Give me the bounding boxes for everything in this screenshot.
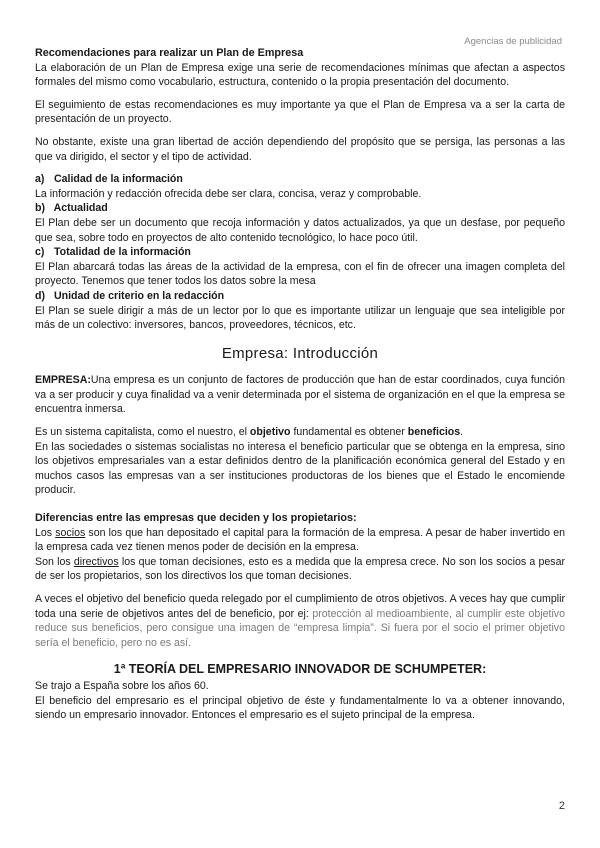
socios-paragraph: Los socios son los que han depositado el capital para la formación de la empresa. A pesar de haber invertido en la empresa cada vez tienen menos poder de decisión en la empresa. [35,526,565,554]
empresa-title: Empresa: Introducción [221,344,379,362]
page-number: 2 [558,800,565,812]
item-a-text: La información y redacción ofrecida debe ser clara, concisa, veraz y comprobable. [35,187,422,200]
page-content [35,46,565,723]
plan-paragraph-1: La elaboración de un Plan de Empresa exige una serie de recomendaciones mínimas que afectan a aspectos formales del mismo como vocabulario, estructura, contenido o la propia presentación del documento. [35,61,565,89]
item-b-heading: b) Actualidad [35,202,108,215]
item-b-text: El Plan debe ser un documento que recoja información y datos actualizados, ya que un desfase, por pequeño que sea, sobre todo en proyectos de alto contenido tecnológico, lo hace poco útil. [35,216,565,244]
running-header: Agencias de publicidad [464,36,562,47]
directivos-paragraph: Son los directivos los que toman decisiones, esto es a medida que la empresa crece. No son los socios a pesar de ser los propietarios, son los directivos los que toman decisiones. [35,555,565,583]
objetivos-paragraph: A veces el objetivo del beneficio queda relegado por el cumplimiento de otros objetivos. A veces hay que cumplir toda una serie de objetivos antes del de beneficio, por ej: protección al medioambiente, al cumplir este objetivo reduce sus beneficios, pero consigue una imagen de “empresa limpia”. Si fuera por el socio el primer objetivo sería el beneficio, pero no es así. [35,593,565,649]
socialist-paragraph: En las sociedades o sistemas socialistas no interesa el beneficio particular que se obtenga en la empresa, sino los objetivos empresariales van a estar definidos dentro de la planificación económica general del Estado y en muchos casos las empresas van a ser instituciones productoras de los bienes que el Estado le encomiende producir. [35,440,565,497]
item-d-text: El Plan se suele dirigir a más de un lector por lo que es importante utilizar un lenguaje que sea inteligible por más de un colectivo: inversores, bancos, proveedores, técnicos, etc. [35,304,565,332]
schumpeter-line-1: Se trajo a España sobre los años 60. [35,679,209,692]
item-d-heading: d) Unidad de criterio en la redacción [35,289,225,302]
plan-paragraph-2: El seguimiento de estas recomendaciones es muy importante ya que el Plan de Empresa va a ser la carta de presentación de un proyecto. [35,98,565,126]
capitalist-paragraph: Es un sistema capitalista, como el nuestro, el objetivo fundamental es obtener beneficios. [35,426,464,439]
plan-heading: Recomendaciones para realizar un Plan de Empresa [35,47,304,59]
item-c-heading: c) Totalidad de la información [35,246,191,259]
empresa-definition: EMPRESA:Una empresa es un conjunto de factores de producción que han de estar coordinados, cuya función va a ser producir y cuya finalidad va a venir determinada por el sistema de organización en el que la empresa se encuentra inmersa. [35,374,565,416]
plan-paragraph-3: No obstante, existe una gran libertad de acción dependiendo del propósito que se persiga, las personas a las que va dirigido, el sector y el tipo de actividad. [35,135,565,163]
item-c-text: El Plan abarcará todas las áreas de la actividad de la empresa, con el fin de ofrecer una imagen completa del proyecto. Tenemos que tener todos los datos sobre la mesa [35,260,565,288]
schumpeter-line-2: El beneficio del empresario es el principal objetivo de éste y fundamentalmente lo va a obtener innovando, siendo un empresario innovador. Entonces el empresario es el sujeto principal de la empresa. [35,694,565,722]
diferencias-heading: Diferencias entre las empresas que deciden y los propietarios: [35,512,357,525]
schumpeter-title: 1ª TEORÍA DEL EMPRESARIO INNOVADOR DE SCHUMPETER: [113,662,487,677]
item-a-heading: a) Calidad de la información [35,173,183,186]
